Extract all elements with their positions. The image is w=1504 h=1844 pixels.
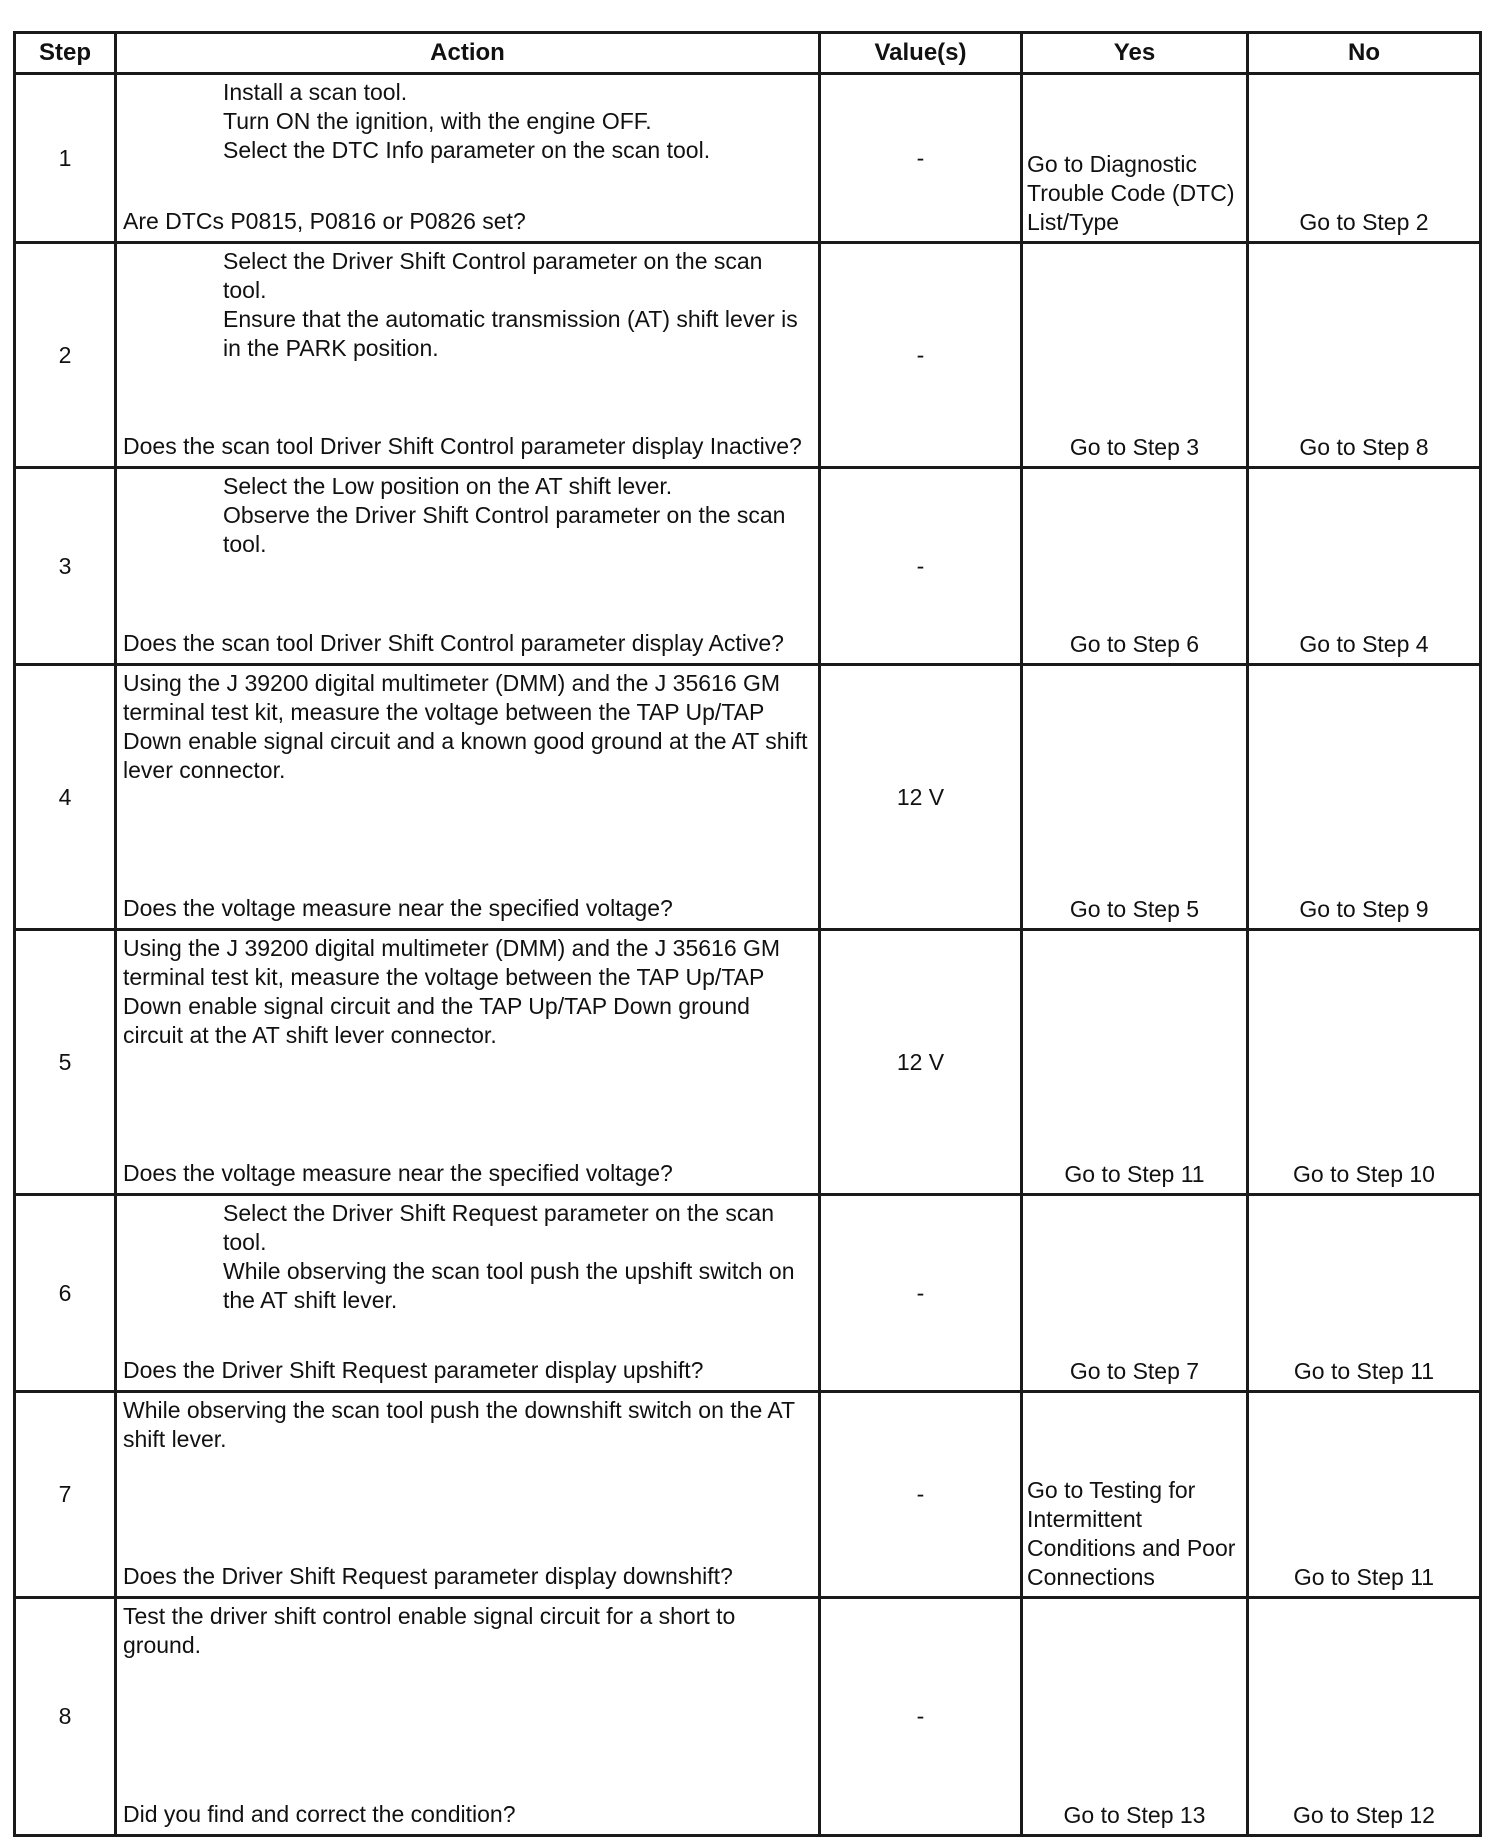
- step-number: 2: [15, 243, 116, 468]
- table-row: [15, 468, 1481, 665]
- no-outcome: Go to Step 9: [1299, 896, 1429, 922]
- instruction: Select the Driver Shift Control parameter on the scan tool.: [223, 248, 763, 303]
- no-cell: [1248, 1598, 1481, 1836]
- diagnostic-table: [13, 31, 1482, 1837]
- table-row: [15, 74, 1481, 243]
- question: Does the Driver Shift Request parameter display downshift?: [123, 1563, 733, 1589]
- yes-cell: [1022, 74, 1248, 243]
- yes-cell: [1022, 1598, 1248, 1836]
- instruction-list: [123, 78, 812, 165]
- no-outcome: Go to Step 2: [1299, 209, 1429, 235]
- step-number: 3: [15, 468, 116, 665]
- header-action: Action: [116, 33, 820, 74]
- value-cell: -: [820, 1195, 1022, 1392]
- no-outcome: Go to Step 12: [1293, 1802, 1435, 1828]
- no-outcome: Go to Step 11: [1293, 1564, 1435, 1590]
- no-outcome: Go to Step 4: [1299, 631, 1429, 657]
- no-cell: [1248, 1392, 1481, 1598]
- question: Does the Driver Shift Request parameter display upshift?: [123, 1357, 704, 1383]
- header-yes: Yes: [1022, 33, 1248, 74]
- no-outcome: Go to Step 10: [1293, 1161, 1435, 1187]
- action-cell: [116, 74, 820, 243]
- value-cell: -: [820, 1598, 1022, 1836]
- action-cell: [116, 1392, 820, 1598]
- instruction: Install a scan tool.: [223, 79, 408, 105]
- yes-outcome: Go to Testing for Intermittent Conditions and Poor Connections: [1027, 1477, 1236, 1590]
- question: Did you find and correct the condition?: [123, 1801, 516, 1827]
- table-row: [15, 1598, 1481, 1836]
- instruction-list: [123, 1199, 812, 1315]
- table-row: [15, 243, 1481, 468]
- yes-outcome: Go to Step 6: [1069, 631, 1200, 657]
- instruction-list: [123, 247, 812, 363]
- value-cell: -: [820, 1392, 1022, 1598]
- instruction: Select the Driver Shift Request parameter on the scan tool.: [223, 1200, 775, 1255]
- question: Does the scan tool Driver Shift Control parameter display Active?: [123, 630, 784, 656]
- instruction: Select the DTC Info parameter on the scan tool.: [223, 137, 711, 163]
- instruction: While observing the scan tool push the upshift switch on the AT shift lever.: [223, 1258, 795, 1313]
- action-cell: [116, 1195, 820, 1392]
- yes-outcome: Go to Step 5: [1069, 896, 1200, 922]
- table-row: [15, 1195, 1481, 1392]
- yes-outcome: Go to Diagnostic Trouble Code (DTC) List/Type: [1027, 151, 1235, 235]
- action-cell: [116, 665, 820, 930]
- action-cell: [116, 930, 820, 1195]
- question: Are DTCs P0815, P0816 or P0826 set?: [123, 208, 526, 234]
- yes-outcome: Go to Step 11: [1064, 1161, 1205, 1187]
- yes-cell: [1022, 243, 1248, 468]
- header-step: Step: [15, 33, 116, 74]
- value-cell: 12 V: [820, 665, 1022, 930]
- instruction: Ensure that the automatic transmission (AT) shift lever is in the PARK position.: [223, 306, 798, 361]
- no-cell: [1248, 665, 1481, 930]
- step-number: 8: [15, 1598, 116, 1836]
- no-cell: [1248, 930, 1481, 1195]
- instruction-text: While observing the scan tool push the downshift switch on the AT shift lever.: [123, 1397, 795, 1452]
- table-row: [15, 665, 1481, 930]
- yes-cell: [1022, 1392, 1248, 1598]
- yes-outcome: Go to Step 13: [1063, 1802, 1206, 1828]
- no-cell: [1248, 468, 1481, 665]
- no-cell: [1248, 1195, 1481, 1392]
- instruction: Turn ON the ignition, with the engine OFF.: [223, 108, 652, 134]
- header-row: [15, 33, 1481, 74]
- action-cell: [116, 243, 820, 468]
- instruction-text: Using the J 39200 digital multimeter (DMM) and the J 35616 GM terminal test kit, measure the voltage between the TAP Up/TAP Down enable signal circuit and the TAP Up/TAP Down ground circuit at the AT shift lever connector.: [123, 935, 781, 1048]
- question: Does the voltage measure near the specified voltage?: [123, 1160, 673, 1186]
- step-number: 4: [15, 665, 116, 930]
- instruction-list: [123, 472, 812, 559]
- question: Does the scan tool Driver Shift Control parameter display Inactive?: [123, 433, 802, 459]
- question: Does the voltage measure near the specified voltage?: [123, 895, 673, 921]
- header-values: Value(s): [820, 33, 1022, 74]
- value-cell: -: [820, 468, 1022, 665]
- yes-cell: [1022, 468, 1248, 665]
- step-number: 1: [15, 74, 116, 243]
- yes-cell: [1022, 930, 1248, 1195]
- yes-outcome: Go to Step 3: [1069, 434, 1200, 460]
- instruction-text: Test the driver shift control enable signal circuit for a short to ground.: [123, 1603, 736, 1658]
- instruction: Select the Low position on the AT shift lever.: [223, 473, 673, 499]
- value-cell: -: [820, 243, 1022, 468]
- action-cell: [116, 1598, 820, 1836]
- step-number: 5: [15, 930, 116, 1195]
- yes-outcome: Go to Step 7: [1069, 1358, 1200, 1384]
- table-row: [15, 1392, 1481, 1598]
- step-number: 7: [15, 1392, 116, 1598]
- yes-cell: [1022, 665, 1248, 930]
- step-number: 6: [15, 1195, 116, 1392]
- no-cell: [1248, 74, 1481, 243]
- no-cell: [1248, 243, 1481, 468]
- value-cell: -: [820, 74, 1022, 243]
- action-cell: [116, 468, 820, 665]
- table-row: [15, 930, 1481, 1195]
- no-outcome: Go to Step 11: [1293, 1358, 1435, 1384]
- value-cell: 12 V: [820, 930, 1022, 1195]
- header-no: No: [1248, 33, 1481, 74]
- no-outcome: Go to Step 8: [1299, 434, 1429, 460]
- instruction-text: Using the J 39200 digital multimeter (DMM) and the J 35616 GM terminal test kit, measure the voltage between the TAP Up/TAP Down enable signal circuit and a known good ground at the AT shift lever connector.: [123, 670, 808, 783]
- instruction: Observe the Driver Shift Control parameter on the scan tool.: [223, 502, 786, 557]
- yes-cell: [1022, 1195, 1248, 1392]
